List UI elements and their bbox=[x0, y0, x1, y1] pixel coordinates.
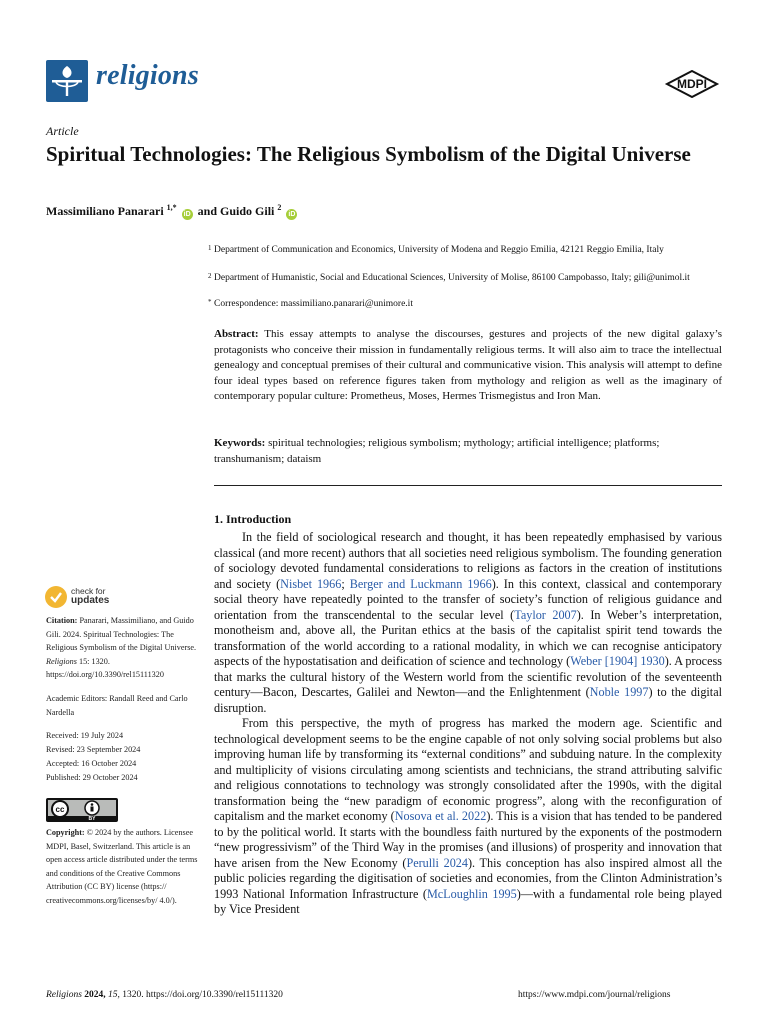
svg-text:cc: cc bbox=[55, 805, 65, 814]
citation-link[interactable]: McLoughlin 1995 bbox=[426, 886, 517, 901]
revised-date: Revised: 23 September 2024 bbox=[46, 745, 141, 754]
mdpi-logo bbox=[664, 70, 720, 98]
keywords bbox=[214, 436, 722, 467]
journal-logo-icon bbox=[46, 60, 88, 102]
affiliation-1: 1 Department of Communication and Economics, University of Modena and Reggio Emilia, 42121 Reggio Emilia, Italy bbox=[208, 244, 664, 255]
abstract-text: This essay attempts to analyse the discourses, gestures and projects of the new digital galaxy’s protagonists who conceive their mission in fundamentally religious terms. It will also aim to trace the intellectual genealogy and conceptual premises of their cultural and communicative vision. This analysis will attempt to define four ideal types based on reference figures taken from mythology and religion as well as the imaginary of contemporary popular culture: Prometheus, Moses, Hermes Trismegistus and Iron Man. bbox=[214, 328, 722, 403]
keywords-label: Keywords: bbox=[214, 437, 266, 449]
svg-text:BY: BY bbox=[88, 816, 96, 822]
accepted-date: Accepted: 16 October 2024 bbox=[46, 759, 137, 768]
svg-text:MDPI: MDPI bbox=[677, 77, 707, 91]
article-type: Article bbox=[46, 124, 79, 138]
divider bbox=[214, 485, 722, 486]
academic-editors: Academic Editors: Randall Reed and Carlo Nardella bbox=[46, 694, 188, 717]
author-1[interactable]: Massimiliano Panarari bbox=[46, 204, 164, 218]
orcid-icon[interactable]: iD bbox=[183, 211, 191, 218]
paragraph-2: From this perspective, the myth of progress has marked the modern age. Scientific and technological development seems to be the engine capable of not only solving social problems but also improving human life by transforming its “external conditions” and subduing nature. In the complexity and multiplicity of visions circulating among scientists and technicians, the strand attributing salvific and religious connotations to technology was strongly consolidated after the 1990s, with the digital transformation being the “new paradigm of economic progress”, along with the reconfiguration of capitalism and the market economy (Nosova et al. 2022). This is a vision that has tended to be pandered to by the political world. It starts with the boundless faith nurtured by the exponents of the postmodern “new progressivism” of the Third Way in the promises (and illusions) of prosperity and innovation that have arisen from the New Economy (Perulli 2024). This conception has also inspired almost all the public policies regarding the digitisation of societies and economies, from the Clinton Administration’s 1993 National Information Infrastructure (McLoughlin 1995)—with a fundamental role being played by Vice President bbox=[214, 716, 723, 916]
citation-link[interactable]: Taylor 2007 bbox=[514, 607, 577, 622]
body-text bbox=[214, 530, 722, 918]
keywords-text: spiritual technologies; religious symbolism; mythology; artificial intelligence; platforms; transhumanism; dataism bbox=[214, 437, 660, 465]
page-title: Spiritual Technologies: The Religious Symbolism of the Digital Universe bbox=[46, 142, 691, 166]
check-for-updates-label[interactable]: check for updates bbox=[71, 586, 110, 606]
citation-link[interactable]: Weber [1904] 1930 bbox=[570, 654, 665, 668]
citation-link[interactable]: Nosova et al. 2022 bbox=[394, 809, 487, 823]
paragraph-1: In the field of sociological research and thought, it has been repeatedly emphasised by various classical (and more recent) authors that all societies need religious symbolism. The founding generation of sociology devoted fundamental considerations to religions as factors in the creation of institutions and society (Nisbet 1966; Berger and Luckmann 1966). In this context, classical and contemporary social theory have repeatedly pointed to the transfer of society’s function of religious guidance and orientation from the transcendental to the secular level (Taylor 2007). In Weber’s interpretation, monotheism and, above all, the Puritan ethics at the basis of the capitalist spirit tend towards the transformation of the world according to a rational modality, in which we can recognise anticipatory aspects of the hypostatisation and deification of science and technology (Weber [1904] 1930). A process that marks the cultural history of the Western world from the scientific revolution of the seventeenth century—Bacon, Descartes, Galilei and Newton—and the Enlightenment (Noble 1997) to the digital disruption. bbox=[214, 530, 722, 715]
received-date: Received: 19 July 2024 bbox=[46, 731, 124, 740]
citation-link[interactable]: Noble 1997 bbox=[589, 685, 649, 699]
citation-block: Citation: Panarari, Massimiliano, and Guido Gili. 2024. Spiritual Technologies: The Religious Symbolism of the Digital Universe. Religions 15: 1320. https://doi.org/10.3390/rel15111320 bbox=[46, 616, 197, 679]
published-date: Published: 29 October 2024 bbox=[46, 773, 138, 782]
affiliation-2: 2 Department of Humanistic, Social and Educational Sciences, University of Molise, 86100 Campobasso, Italy; gili@unimol.it bbox=[208, 272, 690, 283]
orcid-icon[interactable]: iD bbox=[288, 211, 296, 218]
author-2[interactable]: Guido Gili bbox=[220, 204, 275, 218]
citation-link[interactable]: Perulli 2024 bbox=[406, 855, 468, 870]
citation-link[interactable]: Berger and Luckmann 1966 bbox=[349, 576, 492, 591]
citation-link[interactable]: Nisbet 1966 bbox=[280, 576, 342, 591]
cc-by-license-icon[interactable] bbox=[46, 798, 118, 822]
journal-name: religions bbox=[96, 60, 199, 91]
abstract-label: Abstract: bbox=[214, 328, 259, 340]
author-2-affil: 2 bbox=[277, 203, 282, 212]
abstract bbox=[214, 327, 722, 405]
copyright-block: Copyright: © 2024 by the authors. Licensee MDPI, Basel, Switzerland. This article is an open access article distributed under the terms and conditions of the Creative Commons Attribution (CC BY) license (https:// creativecommons.org/licenses/by/ 4.0/). bbox=[46, 828, 198, 905]
footer-citation: Religions 2024, 15, 1320. https://doi.org/10.3390/rel15111320 bbox=[46, 990, 283, 1000]
check-for-updates-icon[interactable] bbox=[45, 586, 67, 608]
correspondence: * Correspondence: massimiliano.panarari@unimore.it bbox=[208, 298, 413, 309]
authors bbox=[46, 203, 299, 220]
author-connector: and bbox=[197, 204, 218, 218]
footer-url[interactable]: https://www.mdpi.com/journal/religions bbox=[518, 990, 671, 1000]
author-1-affil: 1,* bbox=[166, 203, 177, 212]
section-title: 1. Introduction bbox=[214, 512, 292, 526]
